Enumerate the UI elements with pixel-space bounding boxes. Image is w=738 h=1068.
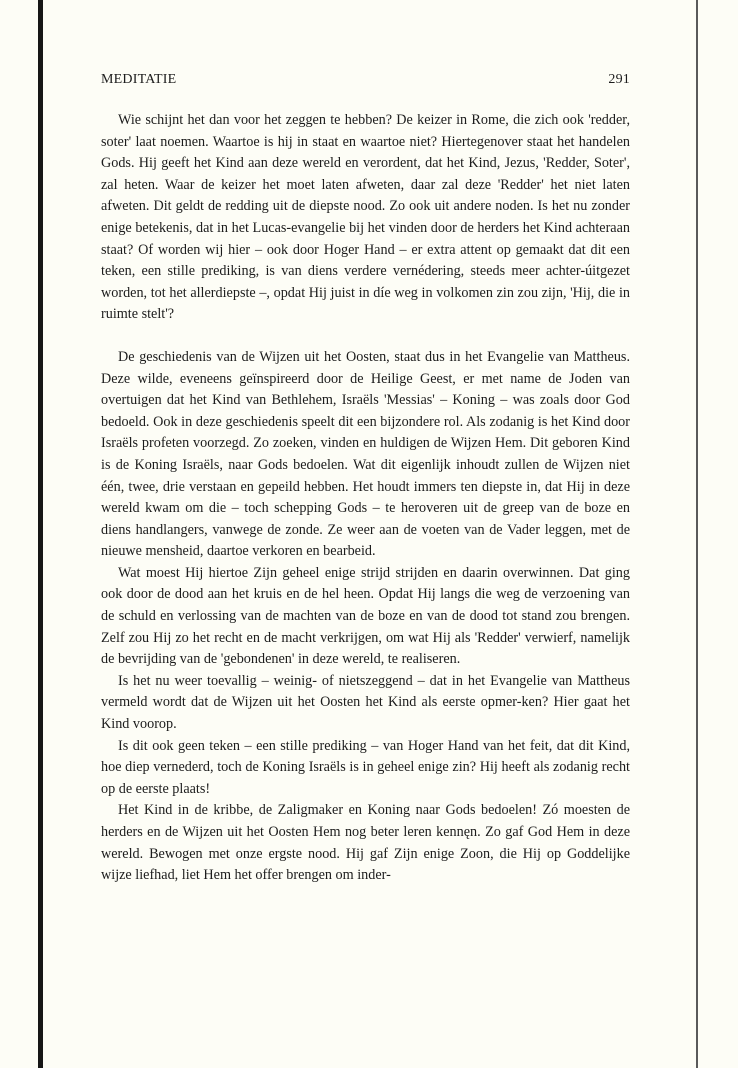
paragraph: Wie schijnt het dan voor het zeggen te hebben? De keizer in Rome, die zich ook 'redder, soter' laat noemen. Waartoe is hij in staat en waartoe niet? Hiertegenover staat het handelen Gods. Hij geeft het Kind aan deze wereld en verordent, dat het Kind, Jezus, 'Redder, Soter', zal heten. Waar de keizer het moet laten afweten, daar zal deze 'Redder' het niet laten afweten. Dit geldt de redding uit de diepste nood. Zo ook uit andere noden. Is het nu zonder enige betekenis, dat in het Lucas-evangelie bij het vinden door de herders het Kind achteraan staat? Of worden wij hier – ook door Hoger Hand – er extra attent op gemaakt dat dit een teken, een stille prediking, is van diens verdere vernédering, steeds meer achter-úitgezet worden, tot het allerdiepste –, opdat Hij juist in díe weg in volkomen zin zou zijn, 'Hij, die in ruimte stelt'? <box>101 112 630 323</box>
body-text <box>101 110 630 887</box>
paragraph: Is dit ook geen teken – een stille prediking – van Hoger Hand van het feit, dat dit Kind, hoe diep vernederd, toch de Koning Israëls is in geheel enige zin? Hij heeft als zodanig recht op de eerste plaats! <box>101 737 630 797</box>
paragraph: Het Kind in de kribbe, de Zaligmaker en Koning naar Gods bedoelen! Zó moesten de herders en de Wijzen uit het Oosten Hem nog beter leren kennęn. Zo gaf God Hem in deze wereld. Bewogen met onze ergste nood. Hij gaf Zijn enige Zoon, die Hij op Goddelijke wijze liefhad, liet Hem het offer brengen om inder- <box>101 802 630 884</box>
section-title: MEDITATIE <box>101 72 177 87</box>
paragraph: Wat moest Hij hiertoe Zijn geheel enige strijd strijden en daarin overwinnen. Dat ging ook door de dood aan het kruis en de hel heen. Opdat Hij langs die weg de verzoening van de schuld en verlossing van de machten van de boze en van de dood tot stand zou brengen. Zelf zou Hij zo het recht en de macht verkrijgen, om wat Hij als 'Redder' verwierf, namelijk de bevrijding van de 'gebondenen' in deze wereld, te realiseren. <box>101 564 630 668</box>
scan-binding-edge <box>38 0 43 1068</box>
scan-page-edge <box>696 0 698 1068</box>
page-number: 291 <box>608 72 630 87</box>
paragraph: De geschiedenis van de Wijzen uit het Oosten, staat dus in het Evangelie van Mattheus. Deze wilde, eveneens geïnspireerd door de Heilige Geest, er met name de Joden van overtuigen dat het Kind van Bethlehem, Israëls 'Messias' – Koning – was zoals door God bedoeld. Ook in deze geschiedenis speelt dit een bijzondere rol. Als zodanig is het Kind door Israëls profeten voorzegd. Zo zoeken, vinden en huldigen de Wijzen Hem. Dit geboren Kind is de Koning Israëls, naar Gods bedoelen. Wat dit eigenlijk inhoudt zullen de Wijzen niet één, twee, drie verstaan en gepeild hebben. Het houdt immers ten diepste in, dat Hij in deze wereld kwam om die – toch schepping Gods – te heroveren uit de greep van de boze en diens handlangers, vanwege de zonde. Ze weer aan de voeten van de Vader leggen, met de nieuwe mensheid, daartoe verkoren en bearbeid. <box>101 348 630 560</box>
paragraph: Is het nu weer toevallig – weinig- of nietszeggend – dat in het Evangelie van Mattheus vermeld wordt dat de Wijzen uit het Oosten het Kind als eerste opmer-ken? Hier gaat het Kind voorop. <box>101 672 630 733</box>
running-head <box>101 72 630 94</box>
book-page <box>101 72 630 887</box>
